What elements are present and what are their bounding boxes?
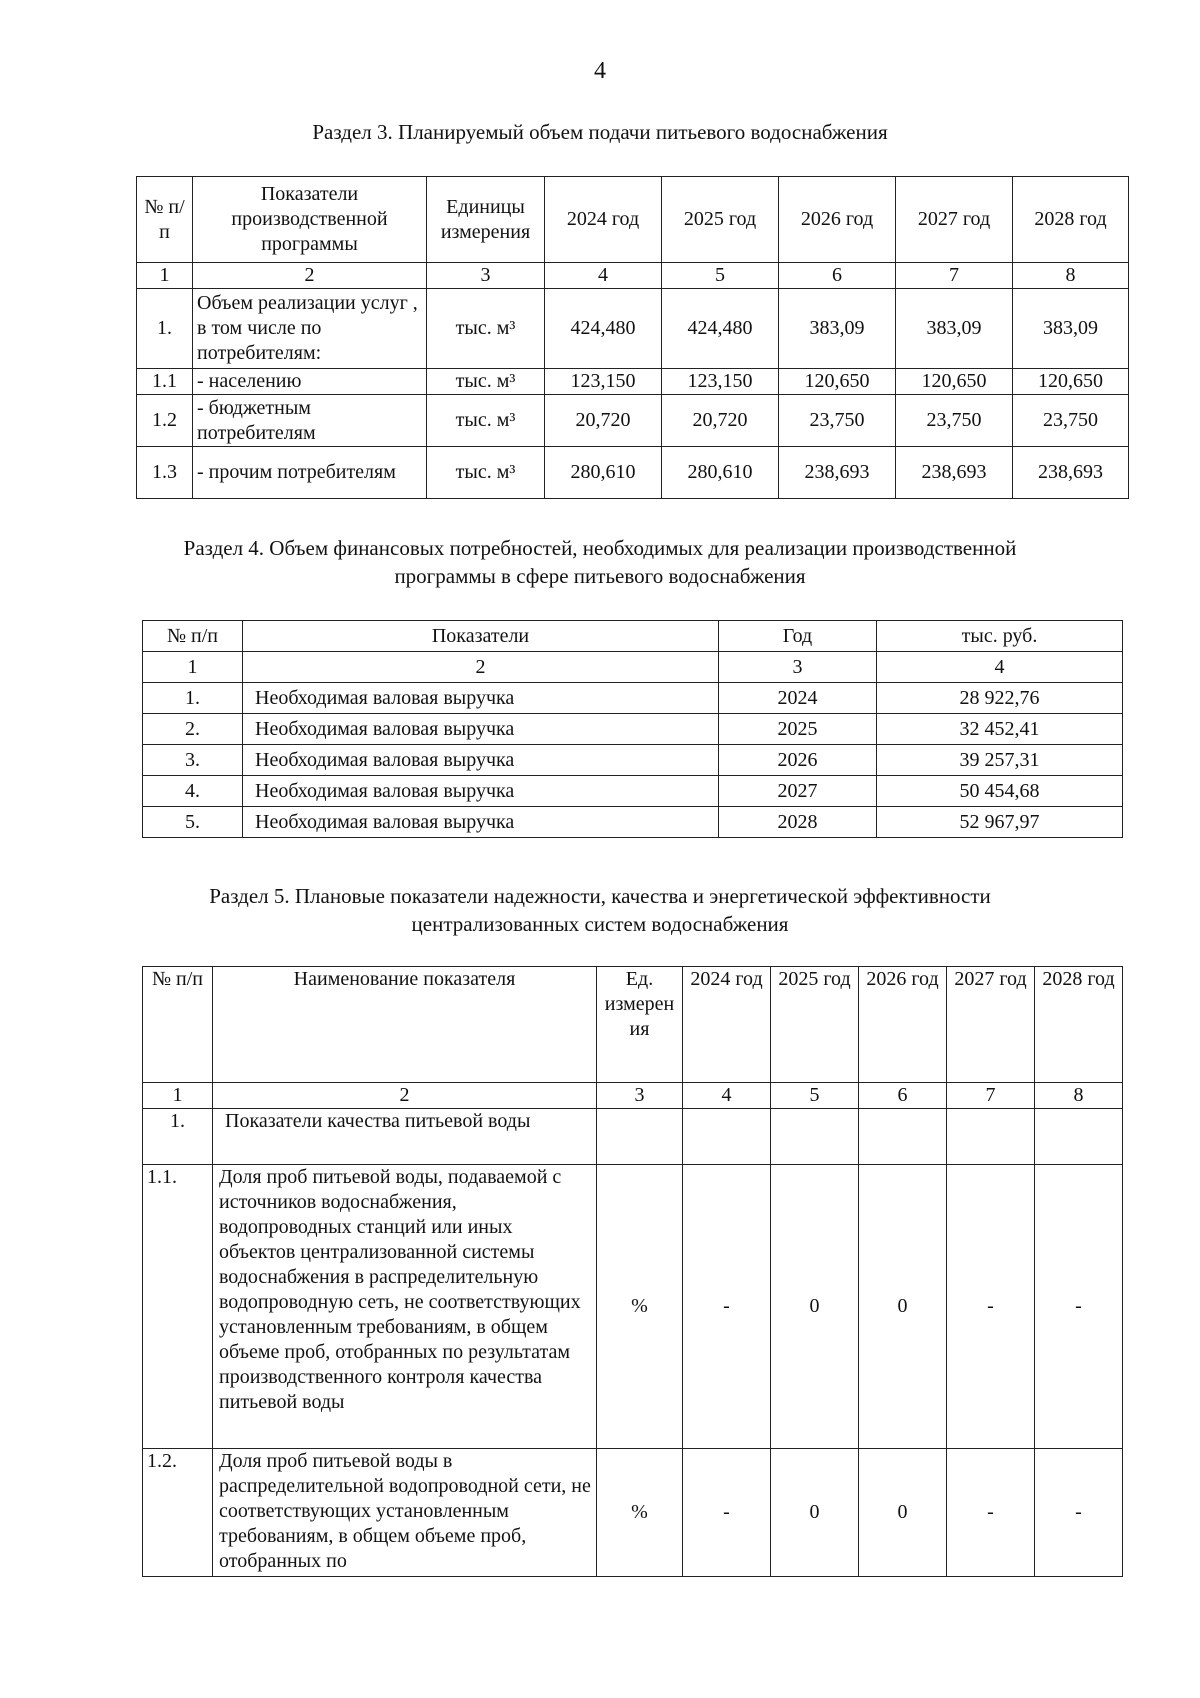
table-row — [137, 447, 1129, 499]
value-cell: 20,720 — [545, 395, 662, 447]
section5-title-line1: Раздел 5. Плановые показатели надежности, качества и энергетической эффективности — [209, 884, 991, 908]
column-number: 5 — [662, 263, 779, 289]
table-row — [143, 714, 1123, 745]
value-cell: 120,650 — [779, 369, 896, 395]
row-number: 1. — [137, 289, 193, 369]
row-year: 2026 — [719, 745, 877, 776]
row-number: 5. — [143, 807, 243, 838]
value-cell: - — [947, 1165, 1035, 1449]
table-row — [143, 1165, 1123, 1449]
section3-title: Раздел 3. Планируемый объем подачи питьевого водоснабжения — [312, 120, 888, 144]
row-year: 2028 — [719, 807, 877, 838]
value-cell: - — [683, 1449, 771, 1577]
header-cell: Ед. измерен ия — [597, 967, 683, 1083]
row-label: - населению — [193, 369, 427, 395]
header-cell: № п/п — [143, 967, 213, 1083]
value-cell: - — [1035, 1449, 1123, 1577]
row-label: - прочим потребителям — [193, 447, 427, 499]
value-cell: 238,693 — [896, 447, 1013, 499]
header-cell: 2024 год — [683, 967, 771, 1083]
row-label: Доля проб питьевой воды в распределительной водопроводной сети, не соответствующих установленным требованиям, в общем объеме проб, отобранных по — [213, 1449, 597, 1577]
row-year: 2024 — [719, 683, 877, 714]
row-amount: 39 257,31 — [877, 745, 1123, 776]
row-number: 3. — [143, 745, 243, 776]
production-volume-table — [136, 176, 1129, 499]
column-number: 8 — [1013, 263, 1129, 289]
column-number-row — [137, 263, 1129, 289]
table-row — [143, 1449, 1123, 1577]
row-unit: тыс. м³ — [427, 369, 545, 395]
header-cell: тыс. руб. — [877, 621, 1123, 652]
section4-title-line2: программы в сфере питьевого водоснабжения — [394, 564, 806, 588]
value-cell: 23,750 — [1013, 395, 1129, 447]
table-row — [143, 745, 1123, 776]
header-cell: 2028 год — [1035, 967, 1123, 1083]
header-cell: 2028 год — [1013, 177, 1129, 263]
value-cell: 123,150 — [662, 369, 779, 395]
column-number: 3 — [597, 1083, 683, 1109]
row-number: 4. — [143, 776, 243, 807]
table-row — [143, 683, 1123, 714]
header-cell: Единицы измерения — [427, 177, 545, 263]
table-row — [137, 369, 1129, 395]
column-number: 4 — [545, 263, 662, 289]
value-cell: 383,09 — [779, 289, 896, 369]
header-cell: 2026 год — [779, 177, 896, 263]
table-row — [143, 807, 1123, 838]
header-cell: Показатели производственной программы — [193, 177, 427, 263]
row-label: - бюджетным потребителям — [193, 395, 427, 447]
column-number: 6 — [779, 263, 896, 289]
column-number: 2 — [213, 1083, 597, 1109]
value-cell: 23,750 — [779, 395, 896, 447]
group-row — [143, 1109, 1123, 1165]
table-header-row — [143, 621, 1123, 652]
value-cell: - — [683, 1165, 771, 1449]
column-number: 8 — [1035, 1083, 1123, 1109]
row-number: 1.2. — [143, 1449, 213, 1577]
header-cell: 2024 год — [545, 177, 662, 263]
value-cell: 0 — [771, 1449, 859, 1577]
column-number: 7 — [947, 1083, 1035, 1109]
row-label: Необходимая валовая выручка — [243, 776, 719, 807]
row-number: 1.1. — [143, 1165, 213, 1449]
value-cell: 120,650 — [1013, 369, 1129, 395]
row-number: 1.2 — [137, 395, 193, 447]
financial-needs-table — [142, 620, 1123, 838]
row-amount: 52 967,97 — [877, 807, 1123, 838]
row-year: 2025 — [719, 714, 877, 745]
value-cell: 238,693 — [1013, 447, 1129, 499]
row-unit: % — [597, 1449, 683, 1577]
value-cell: - — [1035, 1165, 1123, 1449]
row-unit: тыс. м³ — [427, 447, 545, 499]
row-label: Необходимая валовая выручка — [243, 807, 719, 838]
row-label: Доля проб питьевой воды, подаваемой с источников водоснабжения, водопроводных станций или иных объектов централизованной системы водоснабжения в распределительную водопроводную сеть, не соответствующих установленным требованиям, в общем объеме проб, отобранных по результатам производственного контроля качества питьевой воды — [213, 1165, 597, 1449]
header-cell: 2025 год — [771, 967, 859, 1083]
row-unit: % — [597, 1165, 683, 1449]
row-label: Необходимая валовая выручка — [243, 683, 719, 714]
column-number-row — [143, 652, 1123, 683]
row-number: 1. — [143, 683, 243, 714]
column-number: 1 — [143, 1083, 213, 1109]
row-year: 2027 — [719, 776, 877, 807]
column-number: 2 — [243, 652, 719, 683]
value-cell: 383,09 — [1013, 289, 1129, 369]
table-row — [143, 776, 1123, 807]
row-label: Необходимая валовая выручка — [243, 714, 719, 745]
header-cell: 2027 год — [947, 967, 1035, 1083]
value-cell: 280,610 — [662, 447, 779, 499]
table-header-row — [143, 967, 1123, 1083]
reliability-indicators-table — [142, 966, 1123, 1577]
row-number: 1.1 — [137, 369, 193, 395]
table-row — [137, 395, 1129, 447]
value-cell: 123,150 — [545, 369, 662, 395]
column-number: 4 — [877, 652, 1123, 683]
column-number: 1 — [137, 263, 193, 289]
table-header-row — [137, 177, 1129, 263]
header-cell: Год — [719, 621, 877, 652]
row-label: Объем реализации услуг , в том числе по потребителям: — [193, 289, 427, 369]
value-cell: 120,650 — [896, 369, 1013, 395]
value-cell: 424,480 — [662, 289, 779, 369]
row-unit: тыс. м³ — [427, 289, 545, 369]
column-number: 4 — [683, 1083, 771, 1109]
column-number: 7 — [896, 263, 1013, 289]
row-number: 1.3 — [137, 447, 193, 499]
value-cell: 0 — [771, 1165, 859, 1449]
value-cell: - — [947, 1449, 1035, 1577]
row-unit: тыс. м³ — [427, 395, 545, 447]
column-number: 2 — [193, 263, 427, 289]
section4-title-line1: Раздел 4. Объем финансовых потребностей, необходимых для реализации производственной — [183, 536, 1017, 560]
value-cell: 0 — [859, 1165, 947, 1449]
header-cell: Показатели — [243, 621, 719, 652]
group-label: Показатели качества питьевой воды — [213, 1109, 597, 1165]
value-cell: 23,750 — [896, 395, 1013, 447]
row-number: 2. — [143, 714, 243, 745]
column-number: 6 — [859, 1083, 947, 1109]
header-cell: № п/п — [137, 177, 193, 263]
header-cell: Наименование показателя — [213, 967, 597, 1083]
value-cell: 0 — [859, 1449, 947, 1577]
column-number: 5 — [771, 1083, 859, 1109]
value-cell: 20,720 — [662, 395, 779, 447]
column-number-row — [143, 1083, 1123, 1109]
row-amount: 28 922,76 — [877, 683, 1123, 714]
table-row — [137, 289, 1129, 369]
page-number: 4 — [594, 58, 606, 84]
header-cell: 2025 год — [662, 177, 779, 263]
column-number: 3 — [719, 652, 877, 683]
column-number: 3 — [427, 263, 545, 289]
value-cell: 424,480 — [545, 289, 662, 369]
header-cell: 2027 год — [896, 177, 1013, 263]
row-amount: 50 454,68 — [877, 776, 1123, 807]
value-cell: 383,09 — [896, 289, 1013, 369]
row-label: Необходимая валовая выручка — [243, 745, 719, 776]
value-cell: 280,610 — [545, 447, 662, 499]
column-number: 1 — [143, 652, 243, 683]
group-number: 1. — [143, 1109, 213, 1165]
section5-title-line2: централизованных систем водоснабжения — [411, 912, 789, 936]
header-cell: 2026 год — [859, 967, 947, 1083]
value-cell: 238,693 — [779, 447, 896, 499]
row-amount: 32 452,41 — [877, 714, 1123, 745]
header-cell: № п/п — [143, 621, 243, 652]
